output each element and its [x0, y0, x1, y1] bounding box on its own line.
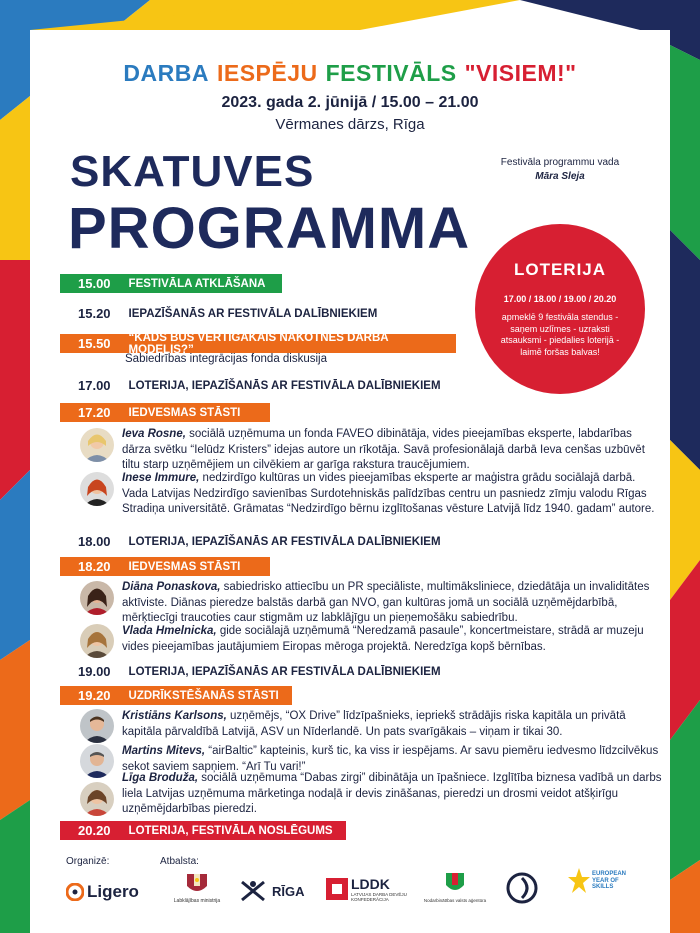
schedule-row-1900: [78, 662, 441, 681]
speaker-liga: [122, 771, 662, 818]
schedule-bar-1500: [60, 274, 282, 293]
lottery-title: LOTERIJA: [513, 260, 607, 279]
speaker-photo-liga: [80, 782, 114, 816]
eyos-logo: [568, 866, 636, 896]
ligero-logo: [66, 882, 139, 902]
partner-circle-logo: [506, 872, 538, 904]
eyos-text: EUROPEAN YEAR OF SKILLS: [592, 871, 627, 891]
schedule-bar-1550: [60, 331, 456, 356]
speaker-photo-kristians: [80, 709, 114, 743]
lddk-text: LDDK: [351, 876, 390, 892]
riga-keys-icon: [238, 878, 268, 904]
lddk-logo: [326, 876, 423, 902]
schedule-label: “KĀDS BŪS VĒRTĪGĀKAIS NĀKOTNES DARBA MODELIS?”: [128, 331, 389, 356]
title-word-2: IESPĒJU: [216, 60, 318, 86]
schedule-bar-2020: [60, 821, 346, 840]
schedule-label: LOTERIJA, IEPAZĪŠANĀS AR FESTIVĀLA DALĪBNIEKIEM: [128, 665, 441, 678]
organize-label: Organizē:: [66, 856, 110, 867]
program-card: [30, 30, 670, 933]
speaker-bio: nedzirdīgo kultūras un vides pieejamības eksperte ar maģistra grādu sociālajā darbā. Vada Latvijas Nedzirdīgo savienības Surdotehniskās palīdzības centru un pasniedz zīmju valodu Rīgas Stradiņa universitātē. Grāmatas “Nedzirdīgo bērnu izglītošanas vēsture Latvijā līdz 1940. gadam” autore.: [122, 472, 655, 516]
nva-coat-of-arms-icon: [441, 870, 469, 898]
schedule-bar-1720: [60, 403, 270, 422]
speaker-bio: uzņēmējs, “OX Drive” līdzīpašnieks, iepriekš strādājis riska kapitāla un privātā kapitāla pārvaldībā Latvijā, ASV un Nīderlandē. Un pats svarīgākais – viņam ir tikai 30.: [122, 710, 626, 738]
schedule-time: 19.20: [78, 688, 111, 703]
schedule-time: 19.00: [78, 664, 111, 679]
schedule-row-1700: [78, 376, 441, 395]
schedule-time: 17.00: [78, 378, 111, 393]
title-word-3: FESTIVĀLS: [325, 60, 457, 86]
festival-date: 2023. gada 2. jūnijā / 15.00 – 21.00: [221, 94, 479, 111]
schedule-label: LOTERIJA, FESTIVĀLA NOSLĒGUMS: [128, 824, 333, 837]
title-skatuves: SKATUVES: [70, 147, 315, 196]
nva-text: Nodarbinātības valsts aģentūra: [423, 898, 487, 903]
schedule-label: IEDVESMAS STĀSTI: [128, 560, 241, 573]
speaker-photo-diana: [80, 581, 114, 615]
star-icon: [568, 866, 590, 896]
speaker-name: Vlada Hmelnicka,: [122, 625, 217, 637]
speaker-ieva: [122, 427, 662, 474]
schedule-time: 18.00: [78, 534, 111, 549]
speaker-bio: gide sociālajā uzņēmumā “Neredzamā pasaule”, koncertmeistare, strādā ar muzeju vides pieejamības jautājumiem Eiropas mēroga projektā. Neredzīga kopš bērnības.: [122, 625, 644, 653]
schedule-time: 15.50: [78, 336, 111, 351]
speaker-diana: [122, 580, 662, 627]
speaker-photo-inese: [80, 472, 114, 506]
schedule-label: LOTERIJA, IEPAZĪŠANĀS AR FESTIVĀLA DALĪBNIEKIEM: [128, 535, 441, 548]
schedule-time: 17.20: [78, 405, 111, 420]
speaker-photo-ieva: [80, 428, 114, 462]
schedule-sub-1550: Sabiedrības integrācijas fonda diskusija: [125, 353, 328, 365]
riga-logo: [238, 878, 305, 904]
schedule-time: 15.20: [78, 306, 111, 321]
title-word-1: DARBA: [123, 60, 209, 86]
speaker-name: Inese Immure,: [122, 472, 200, 484]
ministry-logo: [162, 870, 232, 904]
speaker-name: Diāna Ponaskova,: [122, 581, 221, 593]
lottery-circle: [475, 224, 645, 394]
speaker-bio: “airBaltic” kapteinis, kurš tic, ka viss ir iespējams. Ar savu piemēru iedvesmo līdzcilvēkus sekot saviem sapņiem. “Arī Tu vari!”: [122, 745, 659, 773]
host-info: [470, 156, 650, 184]
host-label: Festivāla programmu vada: [500, 157, 620, 168]
schedule-label: LOTERIJA, IEPAZĪŠANĀS AR FESTIVĀLA DALĪBNIEKIEM: [128, 379, 441, 392]
schedule-label: IEPAZĪŠANĀS AR FESTIVĀLA DALĪBNIEKIEM: [128, 307, 378, 320]
festival-title: [30, 60, 670, 87]
lottery-text: apmeklē 9 festivāla stendus - saņem uzlīmes - uzraksti atsauksmi - piedalies loterijā - laimē foršas balvas!: [500, 312, 620, 358]
ligero-mark-icon: [66, 883, 84, 901]
lottery-times: 17.00 / 18.00 / 19.00 / 20.20: [503, 294, 617, 304]
speaker-name: Līga Broduža,: [122, 772, 199, 784]
schedule-time: 20.20: [78, 823, 111, 838]
speaker-photo-martins: [80, 744, 114, 778]
schedule-bar-1820: [60, 557, 270, 576]
ministry-text: Labklājības ministrija: [173, 898, 221, 904]
schedule-label: FESTIVĀLA ATKLĀŠANA: [128, 277, 266, 290]
swirl-icon: [506, 872, 538, 904]
schedule-label: IEDVESMAS STĀSTI: [128, 406, 241, 419]
schedule-time: 18.20: [78, 559, 111, 574]
schedule-label: UZDRĪKSTĒŠANĀS STĀSTI: [128, 689, 279, 702]
latvia-coat-of-arms-icon: [180, 870, 214, 898]
schedule-bar-1920: [60, 686, 292, 705]
speaker-vlada: [122, 624, 662, 655]
schedule-time: 15.00: [78, 276, 111, 291]
speaker-bio: sociālā uzņēmuma un fonda FAVEO dibinātāja, vides pieejamības eksperte, labdarības dārza svētku “Ielūdz Kristers” idejas autore un rīkotāja. Savā profesionālajā darbā Ieva cenšas uzbūvēt tiltu starp uzņēmējiem un cilvēkiem ar garīga rakstura traucējumiem.: [122, 428, 645, 472]
speaker-name: Ieva Rosne,: [122, 428, 186, 440]
title-word-4: "VISIEM!": [464, 60, 577, 86]
speaker-bio: sociālā uzņēmuma “Dabas zirgi” dibinātāja un īpašniece. Izglītība biznesa vadībā un darbs liela Latvijas uzņēmuma mārketinga nodaļā ir devis zināšanas, pieredzi un drosmi veidot atšķirīgu uzņēmējdarbības pieredzi.: [122, 772, 662, 816]
riga-text: RĪGA: [272, 883, 305, 899]
schedule-row-1520: [78, 304, 377, 323]
speaker-name: Kristiāns Karlsons,: [122, 710, 227, 722]
schedule-row-1800: [78, 532, 441, 551]
festival-venue: Vērmanes dārzs, Rīga: [275, 116, 425, 133]
speaker-bio: sabiedrisko attiecību un PR speciāliste, multimākslinieсe, dziedātāja un invaliditātes aktīviste. Diānas pieredze balstās darbā gan NVO, gan kultūras jomā un sociālā uzņēmējdarbībā, mērķtiecīgi traucoties caur stigmām uz labklājīgu un pieņemošāku sabiedrību.: [122, 581, 650, 625]
lddk-mark-icon: [326, 878, 348, 900]
speaker-name: Martins Mitevs,: [122, 745, 206, 757]
title-programma: PROGRAMMA: [68, 196, 471, 261]
speaker-photo-vlada: [80, 624, 114, 658]
ligero-text: Ligero: [87, 882, 139, 901]
host-name: Māra Sleja: [535, 171, 585, 182]
speaker-kristians: [122, 709, 662, 740]
nva-logo: [422, 870, 488, 903]
support-label: Atbalsta:: [160, 856, 199, 867]
speaker-inese: [122, 471, 662, 518]
lddk-subtext: LATVIJAS DARBA DEVĒJU KONFEDERĀCIJA: [351, 892, 407, 902]
